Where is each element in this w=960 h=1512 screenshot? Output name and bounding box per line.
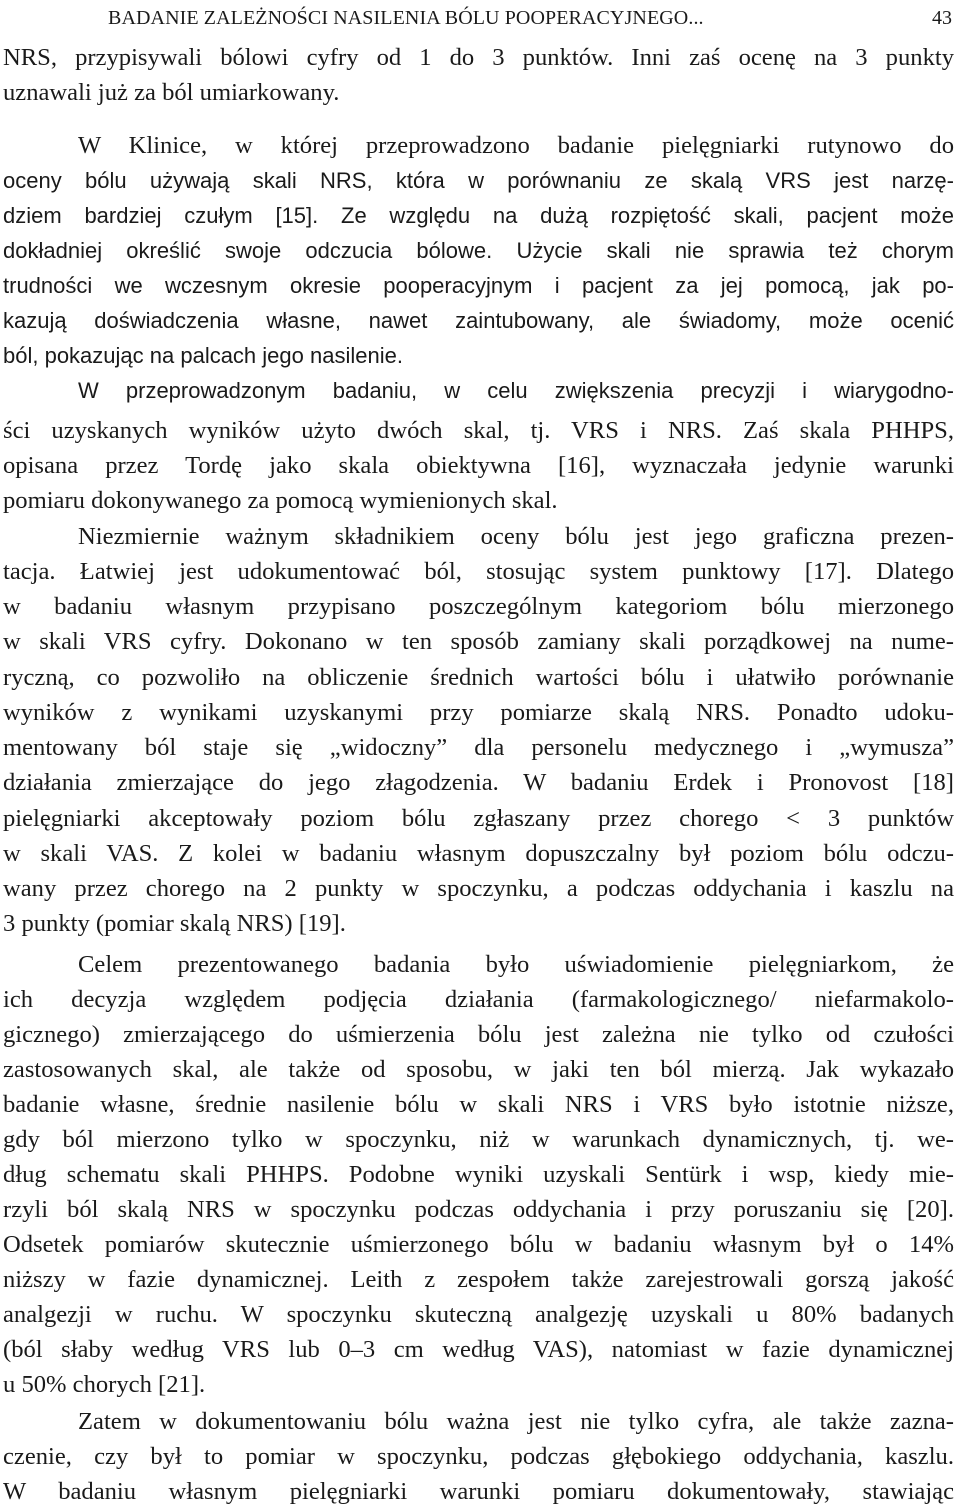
text-line: zastosowanych skal, ale także od sposobu, w jaki ten ból mierzą. Jak wykazało (3, 1056, 954, 1083)
text-line: Zatem w dokumentowaniu bólu ważna jest nie tylko cyfra, ale także zazna- (78, 1408, 954, 1435)
text-line: wany przez chorego na 2 punkty w spoczynku, a podczas oddychania i kaszlu na (3, 875, 954, 902)
text-line: czenie, czy był to pomiar w spoczynku, podczas głębokiego oddychania, kaszlu. (3, 1443, 954, 1470)
text-line: gdy ból mierzono tylko w spoczynku, niż w warunkach dynamicznych, tj. we- (3, 1126, 954, 1153)
text-line: mentowany ból staje się „widoczny” dla personelu medycznego i „wymusza” (3, 734, 954, 761)
text-line: rzyli ból skalą NRS w spoczynku podczas oddychania i przy poruszaniu się [20]. (3, 1196, 954, 1223)
text-line: gicznego) zmierzającego do uśmierzenia bólu jest zależna nie tylko od czułości (3, 1021, 954, 1048)
running-header (108, 2, 952, 34)
text-line: kazują doświadczenia własne, nawet zaintubowany, ale świadomy, może ocenić (3, 308, 954, 333)
text-line: W Klinice, w której przeprowadzono badanie pielęgniarki rutynowo do (78, 132, 954, 159)
text-line: Odsetek pomiarów skutecznie uśmierzonego bólu w badaniu własnym był o 14% (3, 1231, 954, 1258)
text-line: uznawali już za ból umiarkowany. (3, 79, 340, 106)
text-line: opisana przez Tordę jako skala obiektywna [16], wyznaczała jedynie warunki (3, 452, 954, 479)
running-title: BADANIE ZALEŻNOŚCI NASILENIA BÓLU POOPERACYJNEGO... (108, 7, 704, 29)
text-line: ból, pokazując na palcach jego nasilenie. (3, 343, 403, 368)
text-line: pomiaru dokonywanego za pomocą wymienionych skal. (3, 487, 558, 514)
text-line: 3 punkty (pomiar skalą NRS) [19]. (3, 910, 346, 937)
text-line: niższy w fazie dynamicznej. Leith z zespołem także zarejestrowali gorszą jakość (3, 1266, 954, 1293)
text-line: dług schematu skali PHHPS. Podobne wyniki uzyskali Sentürk i wsp, kiedy mie- (3, 1161, 954, 1188)
text-line: w skali VAS. Z kolei w badaniu własnym dopuszczalny był poziom bólu odczu- (3, 840, 954, 867)
text-line: trudności we wczesnym okresie pooperacyjnym i pacjent za jej pomocą, jak po- (3, 273, 954, 298)
text-line: u 50% chorych [21]. (3, 1371, 206, 1398)
text-line: pielęgniarki akceptowały poziom bólu zgłaszany przez chorego < 3 punktów (3, 805, 954, 832)
text-line: w badaniu własnym przypisano poszczególnym kategoriom bólu mierzonego (3, 593, 954, 620)
text-line: dokładniej określić swoje odczucia bólowe. Użycie skali nie sprawia też chorym (3, 238, 954, 263)
text-line: dziem bardziej czułym [15]. Ze względu na dużą rozpiętość skali, pacjent może (3, 203, 954, 228)
text-line: tacja. Łatwiej jest udokumentować ból, stosując system punktowy [17]. Dlatego (3, 558, 954, 585)
text-line: Niezmiernie ważnym składnikiem oceny bólu jest jego graficzna prezen- (78, 523, 954, 550)
text-line: W przeprowadzonym badaniu, w celu zwiększenia precyzji i wiarygodno- (78, 378, 954, 403)
text-line: ryczną, co pozwoliło na obliczenie średnich wartości bólu i ułatwiło porównanie (3, 664, 954, 691)
text-line: NRS, przypisywali bólowi cyfry od 1 do 3 punktów. Inni zaś ocenę na 3 punkty (3, 44, 954, 71)
text-line: analgezji w ruchu. W spoczynku skuteczną analgezję uzyskali u 80% badanych (3, 1301, 954, 1328)
text-line: w skali VRS cyfry. Dokonano w ten sposób zamiany skali porządkowej na nume- (3, 628, 954, 655)
text-line: ści uzyskanych wyników użyto dwóch skal, tj. VRS i NRS. Zaś skala PHHPS, (3, 417, 954, 444)
text-line: oceny bólu używają skali NRS, która w porównaniu ze skalą VRS jest narzę- (3, 168, 954, 193)
text-line: ich decyzja względem podjęcia działania (farmakologicznego/ niefarmakolo- (3, 986, 954, 1013)
text-line: W badaniu własnym pielęgniarki warunki pomiaru dokumentowały, stawiając (3, 1478, 954, 1505)
text-line: badanie własne, średnie nasilenie bólu w skali NRS i VRS było istotnie niższe, (3, 1091, 954, 1118)
text-line: Celem prezentowanego badania było uświadomienie pielęgniarkom, że (78, 951, 954, 978)
text-line: wyników z wynikami uzyskanymi przy pomiarze skalą NRS. Ponadto udoku- (3, 699, 954, 726)
text-line: działania zmierzające do jego złagodzenia. W badaniu Erdek i Pronovost [18] (3, 769, 954, 796)
page-number: 43 (932, 7, 952, 29)
text-line: (ból słaby według VRS lub 0–3 cm według VAS), natomiast w fazie dynamicznej (3, 1336, 954, 1363)
